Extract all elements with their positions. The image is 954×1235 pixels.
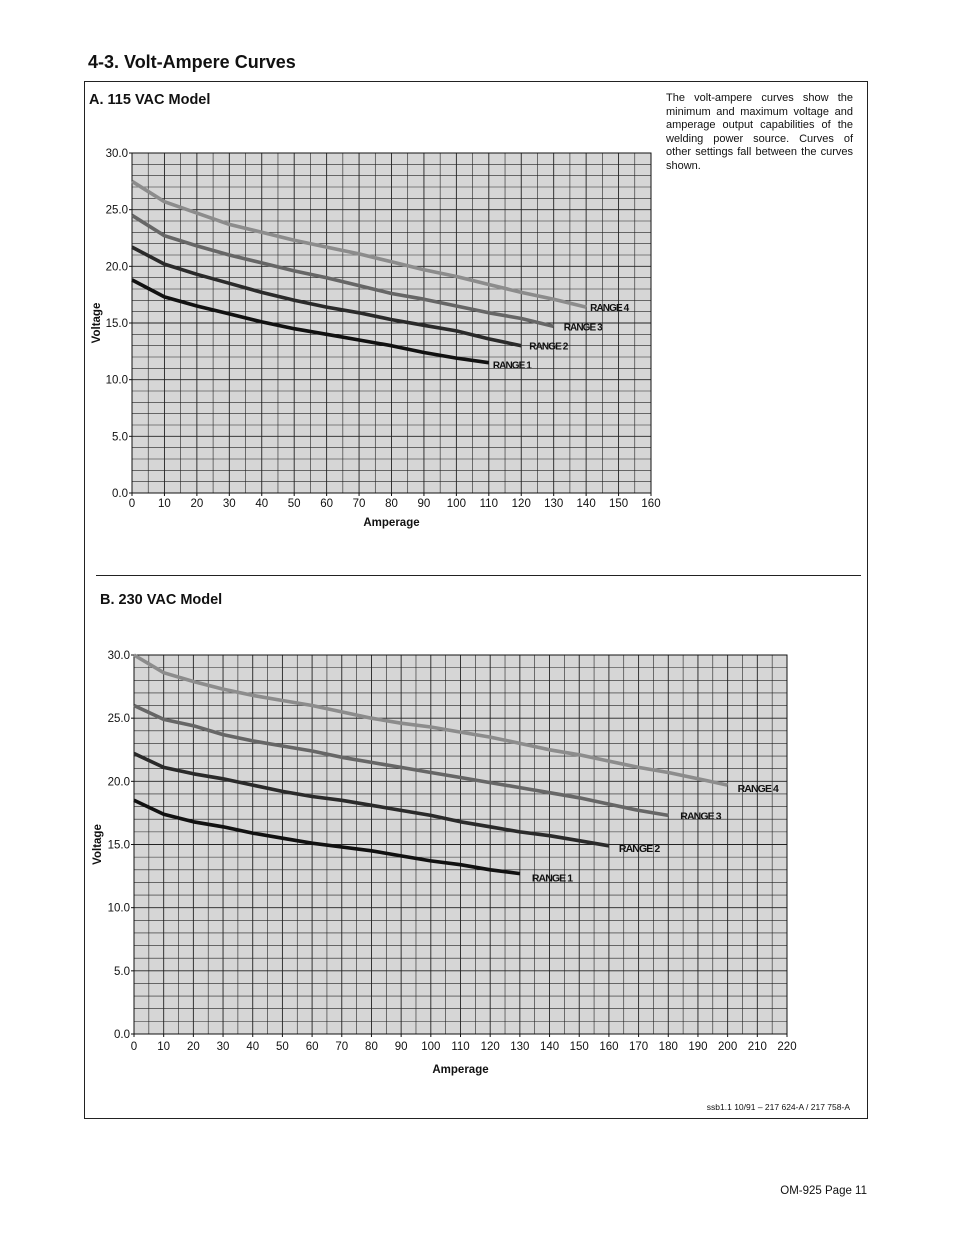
chart-b-title: B. 230 VAC Model xyxy=(100,592,223,608)
x-axis-label: Amperage xyxy=(432,1064,489,1076)
x-tick-label: 150 xyxy=(569,1041,589,1053)
series-label-range-1: RANGE 1 xyxy=(531,872,573,885)
series-label-range-4: RANGE 4 xyxy=(590,303,629,315)
x-tick-label: 100 xyxy=(446,498,466,510)
x-tick-label: 100 xyxy=(421,1041,441,1053)
x-tick-label: 130 xyxy=(510,1041,530,1053)
x-tick-label: 80 xyxy=(365,1041,378,1053)
x-tick-label: 0 xyxy=(128,498,136,510)
y-tick-label: 5.0 xyxy=(114,965,130,978)
y-tick-label: 0.0 xyxy=(112,488,128,500)
y-tick-label: 5.0 xyxy=(112,431,128,444)
x-tick-label: 20 xyxy=(190,498,204,510)
series-label-range-2: RANGE 2 xyxy=(618,842,660,855)
x-tick-label: 80 xyxy=(385,498,398,510)
y-tick-label: 15.0 xyxy=(105,318,128,330)
x-tick-label: 60 xyxy=(305,1041,319,1053)
x-tick-label: 40 xyxy=(255,498,269,510)
x-tick-label: 160 xyxy=(599,1041,619,1053)
chart-a xyxy=(91,148,661,529)
y-tick-label: 25.0 xyxy=(107,713,130,726)
x-tick-label: 140 xyxy=(539,1041,560,1053)
y-tick-label: 20.0 xyxy=(105,261,128,274)
page-title: 4-3. Volt-Ampere Curves xyxy=(88,52,296,72)
x-tick-label: 180 xyxy=(658,1041,678,1053)
x-tick-label: 20 xyxy=(186,1041,200,1053)
page-number: OM-925 Page 11 xyxy=(780,1185,867,1197)
series-label-range-3: RANGE 3 xyxy=(680,810,721,823)
x-tick-label: 70 xyxy=(352,498,366,510)
x-tick-label: 50 xyxy=(276,1041,289,1053)
series-label-range-4: RANGE 4 xyxy=(737,783,779,796)
x-tick-label: 200 xyxy=(718,1041,738,1053)
y-tick-label: 10.0 xyxy=(107,902,130,915)
chart-b xyxy=(92,650,797,1076)
y-tick-label: 15.0 xyxy=(107,839,130,852)
x-tick-label: 110 xyxy=(479,498,498,510)
x-tick-label: 120 xyxy=(511,498,531,510)
x-tick-label: 120 xyxy=(480,1041,500,1053)
series-label-range-1: RANGE 1 xyxy=(492,360,531,372)
series-label-range-2: RANGE 2 xyxy=(529,341,568,353)
y-tick-label: 30.0 xyxy=(107,650,130,662)
y-tick-label: 20.0 xyxy=(107,776,130,789)
x-tick-label: 40 xyxy=(246,1041,260,1053)
x-tick-label: 60 xyxy=(320,498,334,510)
y-axis-label: Voltage xyxy=(91,302,103,344)
x-tick-label: 110 xyxy=(451,1041,470,1053)
x-tick-label: 210 xyxy=(747,1041,767,1053)
y-axis-label: Voltage xyxy=(92,824,104,865)
y-tick-label: 10.0 xyxy=(105,374,128,387)
x-tick-label: 90 xyxy=(394,1041,408,1053)
x-tick-label: 220 xyxy=(777,1041,797,1053)
x-tick-label: 130 xyxy=(544,498,564,510)
x-tick-label: 30 xyxy=(216,1041,230,1053)
y-tick-label: 0.0 xyxy=(114,1029,130,1041)
description-text: The volt-ampere curves show the minimum and maximum voltage and amperage output capabilities of the welding power source. Curves of other settings fall between the curves shown. xyxy=(666,92,853,172)
chart-a-title: A. 115 VAC Model xyxy=(89,92,211,108)
x-tick-label: 0 xyxy=(130,1041,138,1053)
x-tick-label: 70 xyxy=(335,1041,349,1053)
x-tick-label: 140 xyxy=(576,498,596,510)
y-tick-label: 30.0 xyxy=(105,148,128,160)
y-tick-label: 25.0 xyxy=(105,204,128,217)
x-tick-label: 150 xyxy=(608,498,629,510)
x-tick-label: 30 xyxy=(222,498,236,510)
x-axis-label: Amperage xyxy=(363,517,420,529)
x-tick-label: 10 xyxy=(157,1041,171,1053)
footnote: ssb1.1 10/91 – 217 624-A / 217 758-A xyxy=(706,1102,850,1112)
x-tick-label: 90 xyxy=(417,498,431,510)
x-tick-label: 170 xyxy=(628,1041,649,1053)
x-tick-label: 160 xyxy=(641,498,661,510)
series-label-range-3: RANGE 3 xyxy=(563,322,602,334)
x-tick-label: 50 xyxy=(287,498,301,510)
x-tick-label: 190 xyxy=(688,1041,708,1053)
x-tick-label: 10 xyxy=(158,498,171,510)
